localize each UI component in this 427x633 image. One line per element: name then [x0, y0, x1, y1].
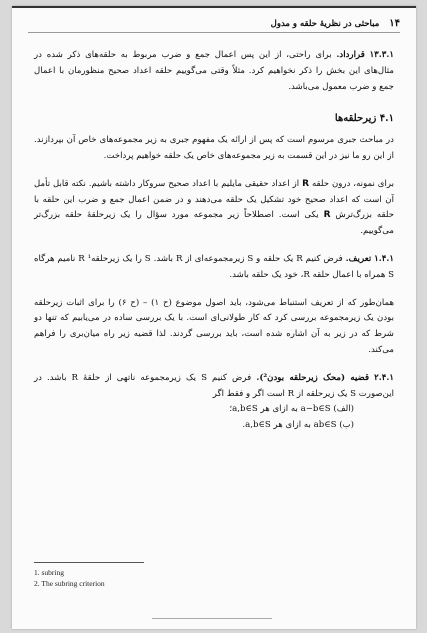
page-header [28, 18, 400, 33]
paragraph-text: برای نمونه، درون حلقه [311, 178, 395, 189]
paragraph-theorem [34, 371, 394, 434]
paragraph-remark: همان‌طور که از تعریف استنباط می‌شود، باید اصول موضوع (ح ۱) – (ح ۶) را برای اثبات زیرحلقه بودن یک زیرمجموعه بررسی کرد که کار طولانی‌ای است. با یک بررسی ساده در می‌یابیم که تنها دو شرط که در زیر به آن اشاره شده است، باید بررسی گردند. لذا قضیه زیر راه میان‌بری را فراهم می‌کند. [34, 297, 394, 355]
paragraph-intro: در مباحث جبری مرسوم است که پس از ارائه یک مفهوم جبری به زیر مجموعه‌های خاص آن بپردازند. از این رو ما نیز در این قسمت به زیر مجموعه‌های خاص یک حلقه خواهیم پرداخت. [34, 135, 394, 161]
item-label: قضیه (محک زیرحلقه بودن²). [256, 372, 370, 383]
footnote-1: 1. subring [34, 568, 64, 577]
footnote-2: 2. The subring criterion [34, 579, 105, 588]
footnote-divider [34, 562, 144, 563]
theorem-condition-b: (ب) ab∈S به ازای هر a,b∈S. [242, 420, 354, 431]
paragraph-convention [34, 48, 394, 95]
item-label: تعریف. [345, 253, 372, 264]
paragraph-text: برای راحتی، از این پس اعمال جمع و ضرب مربوط به حلقه‌های ذکر شده در مثال‌های این بخش را ذکر نخواهیم کرد. مثلاً وقتی می‌گوییم حلقه اعداد صحیح منظورمان با اعمال جمع و ضرب معمول می‌باشد. [34, 50, 394, 92]
paragraph-text: فرض کنیم R یک حلقه و S زیرمجموعه‌ای از R باشد. S را یک زیرحلقه¹ R نامیم هرگاه S همراه با اعمال حلقه R، خود یک حلقه باشد. [34, 253, 394, 280]
paragraph-example [34, 177, 394, 240]
paragraph-definition [34, 252, 394, 284]
book-page [12, 6, 416, 629]
section-title: ۴.۱ زیرحلقه‌ها [334, 113, 394, 125]
paragraph-text: یکی است. اصطلاحاً زیر مجموعه مورد سؤال را یک زیرحلقهٔ حلقه بزرگ‌تر می‌گوییم. [34, 210, 394, 237]
math-symbol: R [302, 178, 310, 189]
running-title: مباحثی در نظریهٔ حلقه و مدول [270, 19, 380, 29]
page-number: ۱۴ [389, 18, 400, 29]
paragraph-text: فرض کنیم S یک زیرمجموعه ناتهی از حلقهٔ R باشد. در این‌صورت S یک زیرحلقه از R است اگر و فقط اگر [34, 372, 394, 399]
footer-divider [152, 618, 272, 619]
theorem-condition-a: (الف) a−b∈S به ازای هر a,b∈S؛ [229, 404, 354, 415]
footnotes [34, 562, 394, 589]
item-label: قرارداد. [336, 50, 365, 60]
item-number: ۱۳.۳.۱ [369, 50, 395, 60]
item-number: ۱.۴.۱ [374, 253, 394, 264]
math-symbol: R [323, 210, 331, 221]
paragraph-text: از اعداد حقیقی مایلیم با اعداد صحیح سروکار داشته باشیم. نکته قابل تأمل آن است که اعداد صحیح خود تشکیل یک حلقه می‌دهند و در ضمن اعمال جمع و ضرب این حلقه با حلقه بزرگ‌ترش [34, 178, 395, 221]
item-number: ۲.۴.۱ [374, 372, 394, 383]
page-body [34, 48, 394, 446]
